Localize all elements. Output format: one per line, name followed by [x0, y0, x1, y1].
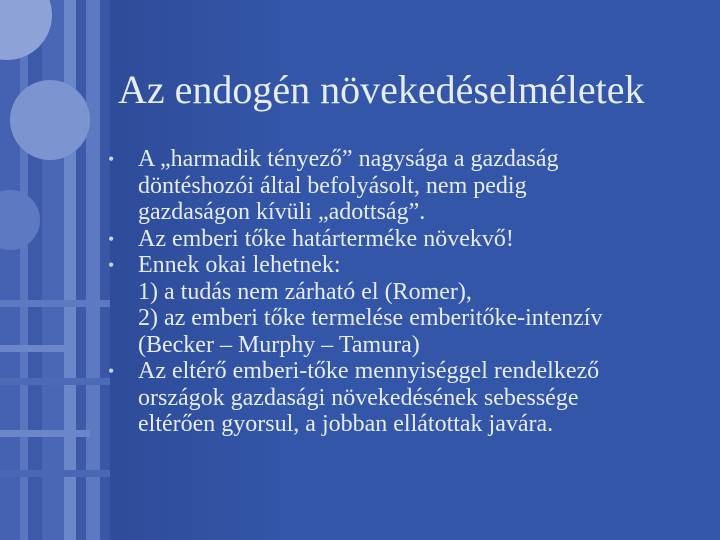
bullet-item: [108, 252, 708, 358]
deco-band: [0, 0, 20, 540]
bullet-line: eltérően gyorsul, a jobban ellátottak javára.: [138, 411, 554, 437]
deco-band: [64, 0, 76, 540]
bullet-line: 2) az emberi tőke termelése emberitőke-intenzív: [138, 305, 603, 331]
bullet-line: gazdaságon kívüli „adottság”.: [138, 199, 426, 225]
bullet-item: [108, 226, 708, 253]
bullet-line: (Becker – Murphy – Tamura): [138, 331, 420, 358]
deco-band: [76, 0, 86, 540]
bullet-line: Az eltérő emberi-tőke mennyiséggel rendelkező: [138, 358, 600, 384]
bullet-item: [108, 146, 708, 226]
bullet-icon: •: [108, 255, 115, 275]
deco-bar: [0, 430, 90, 437]
deco-bar: [0, 345, 70, 352]
bullet-line: országok gazdasági növekedésének sebessége: [138, 384, 579, 411]
deco-bar: [0, 378, 110, 385]
bullet-icon: •: [108, 149, 115, 169]
bullet-item: [108, 358, 708, 438]
bullet-line: A „harmadik tényező” nagysága a gazdaság: [138, 146, 559, 172]
bullet-icon: •: [108, 361, 115, 381]
slide-title: Az endogén növekedéselméletek: [118, 67, 645, 112]
decorative-strip: [0, 0, 110, 540]
bullet-list: [108, 146, 708, 438]
bullet-line: Az emberi tőke határterméke növekvő!: [138, 225, 514, 252]
bullet-line: Ennek okai lehetnek:: [138, 252, 341, 278]
deco-circle: [10, 80, 90, 160]
deco-band: [20, 0, 28, 540]
deco-bar: [0, 300, 110, 307]
bullet-line: 1) a tudás nem zárható el (Romer),: [138, 278, 472, 305]
deco-bar: [0, 470, 110, 477]
deco-band: [86, 0, 100, 540]
bullet-line: döntéshozói által befolyásolt, nem pedig: [138, 172, 527, 199]
bullet-icon: •: [108, 228, 115, 249]
